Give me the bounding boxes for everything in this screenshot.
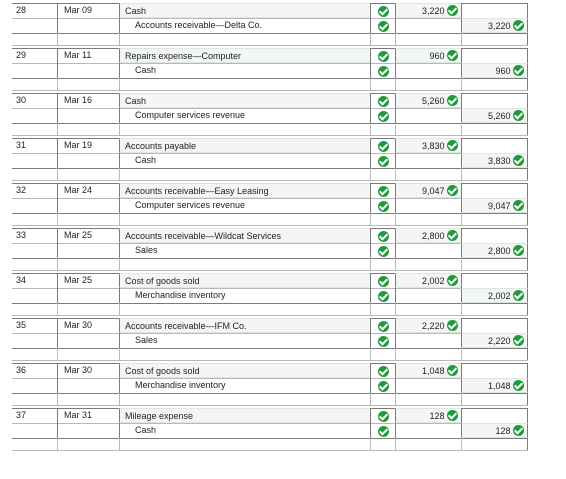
blank-account-field[interactable] (119, 303, 370, 315)
blank-cell (57, 303, 119, 315)
debit-amount: 128 (429, 411, 445, 421)
entry-date-empty (57, 378, 119, 393)
debit-account-field[interactable]: Cost of goods sold (119, 363, 370, 378)
check-circle-icon (378, 141, 389, 152)
entry-date-empty (57, 198, 119, 213)
check-circle-icon (513, 380, 524, 391)
credit-account-field[interactable]: Cash (119, 153, 370, 168)
blank-account-field[interactable] (119, 258, 370, 270)
debit-account-field[interactable]: Repairs expense—Computer (119, 48, 370, 63)
credit-line (0, 288, 566, 303)
blank-cell (370, 258, 395, 270)
blank-cell (57, 213, 119, 225)
blank-account-field[interactable] (119, 348, 370, 360)
blank-debit-field[interactable] (395, 438, 461, 450)
blank-cell (57, 348, 119, 360)
journal-entry (0, 180, 566, 225)
check-circle-icon (447, 5, 458, 16)
debit-amount-field[interactable] (395, 318, 461, 333)
debit-line (0, 273, 566, 288)
journal-entry (0, 135, 566, 180)
debit-amount-empty[interactable] (395, 333, 461, 348)
check-circle-icon (378, 321, 389, 332)
blank-line (0, 438, 566, 450)
credit-amount-empty[interactable] (461, 318, 528, 333)
credit-account-field[interactable]: Merchandise inventory (119, 378, 370, 393)
blank-cell (12, 78, 57, 90)
debit-account-status (370, 138, 395, 153)
credit-amount: 2,800 (487, 246, 511, 256)
debit-account-field[interactable]: Cash (119, 93, 370, 108)
check-circle-icon (513, 245, 524, 256)
entry-number-empty (12, 153, 57, 168)
entry-number: 37 (16, 410, 27, 420)
credit-line (0, 423, 566, 438)
blank-cell (12, 438, 57, 450)
blank-credit-field[interactable] (461, 78, 528, 90)
blank-account-field[interactable] (119, 393, 370, 405)
entry-date-empty (57, 333, 119, 348)
debit-account-status (370, 93, 395, 108)
debit-account-field[interactable]: Accounts receivable—Wildcat Services (119, 228, 370, 243)
blank-line (0, 213, 566, 225)
blank-cell (12, 303, 57, 315)
check-circle-icon (447, 50, 458, 61)
entry-number: 36 (16, 365, 27, 375)
credit-account-status (370, 108, 395, 123)
blank-line (0, 33, 566, 45)
debit-amount-field[interactable] (395, 138, 461, 153)
entry-number-empty (12, 288, 57, 303)
credit-amount-field[interactable] (461, 333, 528, 348)
debit-account-field[interactable]: Accounts receivable—IFM Co. (119, 318, 370, 333)
blank-cell (12, 33, 57, 45)
credit-amount: 3,220 (487, 21, 511, 31)
debit-amount: 5,260 (421, 96, 445, 106)
debit-amount-field[interactable] (395, 93, 461, 108)
debit-account-status (370, 228, 395, 243)
journal-entry (0, 45, 566, 90)
entry-date-empty (57, 423, 119, 438)
entry-number-empty (12, 378, 57, 393)
debit-account-field[interactable]: Accounts payable (119, 138, 370, 153)
journal-entry (0, 360, 566, 405)
debit-amount-empty[interactable] (395, 423, 461, 438)
credit-amount-field[interactable] (461, 18, 528, 33)
credit-amount-empty[interactable] (461, 228, 528, 243)
blank-line (0, 168, 566, 180)
entry-date: Mar 25 (57, 228, 119, 243)
debit-account-field[interactable]: Cash (119, 3, 370, 18)
check-circle-icon (378, 21, 389, 32)
entry-number: 29 (16, 50, 27, 60)
check-circle-icon (378, 336, 389, 347)
check-circle-icon (447, 320, 458, 331)
blank-cell (370, 438, 395, 450)
check-circle-icon (378, 156, 389, 167)
entry-date: Mar 31 (57, 408, 119, 423)
entry-number: 31 (16, 140, 27, 150)
credit-amount: 960 (495, 66, 511, 76)
row-divider (12, 450, 528, 451)
check-circle-icon (378, 51, 389, 62)
entry-number-empty (12, 333, 57, 348)
entry-number: 30 (16, 95, 27, 105)
credit-account-status (370, 198, 395, 213)
debit-line (0, 363, 566, 378)
check-circle-icon (513, 335, 524, 346)
debit-amount-empty[interactable] (395, 63, 461, 78)
credit-account-status (370, 63, 395, 78)
debit-amount-field[interactable] (395, 363, 461, 378)
blank-debit-field[interactable] (395, 78, 461, 90)
debit-amount-empty[interactable] (395, 18, 461, 33)
blank-account-field[interactable] (119, 33, 370, 45)
check-circle-icon (378, 426, 389, 437)
credit-account-status (370, 378, 395, 393)
credit-line (0, 63, 566, 78)
credit-amount: 3,830 (487, 156, 511, 166)
blank-debit-field[interactable] (395, 168, 461, 180)
blank-cell (12, 168, 57, 180)
debit-amount: 2,220 (421, 321, 445, 331)
debit-account-field[interactable]: Mileage expense (119, 408, 370, 423)
credit-amount-empty[interactable] (461, 138, 528, 153)
debit-account-status (370, 408, 395, 423)
debit-amount: 960 (429, 51, 445, 61)
blank-line (0, 78, 566, 90)
check-circle-icon (513, 200, 524, 211)
blank-credit-field[interactable] (461, 303, 528, 315)
credit-account-field[interactable]: Accounts receivable—Delta Co. (119, 18, 370, 33)
debit-amount: 2,800 (421, 231, 445, 241)
debit-account-status (370, 183, 395, 198)
credit-line (0, 153, 566, 168)
debit-amount-empty[interactable] (395, 108, 461, 123)
blank-credit-field[interactable] (461, 438, 528, 450)
debit-line (0, 408, 566, 423)
blank-cell (370, 303, 395, 315)
blank-cell (12, 258, 57, 270)
check-circle-icon (378, 186, 389, 197)
blank-cell (12, 213, 57, 225)
debit-account-status (370, 318, 395, 333)
entry-number-empty (12, 423, 57, 438)
debit-line (0, 228, 566, 243)
debit-amount: 1,048 (421, 366, 445, 376)
blank-cell (12, 348, 57, 360)
blank-cell (370, 213, 395, 225)
blank-credit-field[interactable] (461, 123, 528, 135)
check-circle-icon (378, 231, 389, 242)
credit-amount-field[interactable] (461, 378, 528, 393)
blank-credit-field[interactable] (461, 168, 528, 180)
entry-date-empty (57, 243, 119, 258)
credit-amount-field[interactable] (461, 243, 528, 258)
credit-account-status (370, 153, 395, 168)
credit-account-field[interactable]: Cash (119, 423, 370, 438)
entry-number: 35 (16, 320, 27, 330)
credit-account-field[interactable]: Sales (119, 243, 370, 258)
blank-credit-field[interactable] (461, 213, 528, 225)
credit-line (0, 18, 566, 33)
credit-amount: 1,048 (487, 381, 511, 391)
debit-amount-empty[interactable] (395, 198, 461, 213)
credit-account-status (370, 288, 395, 303)
credit-line (0, 333, 566, 348)
blank-line (0, 303, 566, 315)
check-circle-icon (447, 275, 458, 286)
credit-line (0, 108, 566, 123)
blank-debit-field[interactable] (395, 348, 461, 360)
credit-amount-empty[interactable] (461, 183, 528, 198)
credit-account-status (370, 423, 395, 438)
credit-account-field[interactable]: Computer services revenue (119, 108, 370, 123)
debit-amount-field[interactable] (395, 183, 461, 198)
entry-number: 34 (16, 275, 27, 285)
blank-credit-field[interactable] (461, 393, 528, 405)
check-circle-icon (513, 425, 524, 436)
check-circle-icon (378, 291, 389, 302)
blank-cell (57, 438, 119, 450)
blank-debit-field[interactable] (395, 393, 461, 405)
entry-date: Mar 09 (57, 3, 119, 18)
blank-credit-field[interactable] (461, 33, 528, 45)
credit-amount: 9,047 (487, 201, 511, 211)
debit-amount-empty[interactable] (395, 378, 461, 393)
debit-account-status (370, 363, 395, 378)
blank-cell (12, 393, 57, 405)
entry-number-empty (12, 243, 57, 258)
check-circle-icon (378, 276, 389, 287)
check-circle-icon (378, 96, 389, 107)
credit-amount: 2,220 (487, 336, 511, 346)
entry-date-empty (57, 18, 119, 33)
credit-line (0, 243, 566, 258)
entry-date-empty (57, 63, 119, 78)
debit-account-status (370, 48, 395, 63)
entry-number-empty (12, 63, 57, 78)
credit-account-status (370, 333, 395, 348)
credit-account-field[interactable]: Cash (119, 63, 370, 78)
blank-cell (57, 393, 119, 405)
debit-account-status (370, 273, 395, 288)
entry-date: Mar 30 (57, 363, 119, 378)
check-circle-icon (447, 185, 458, 196)
blank-line (0, 348, 566, 360)
credit-amount-empty[interactable] (461, 48, 528, 63)
blank-line (0, 393, 566, 405)
check-circle-icon (513, 290, 524, 301)
credit-amount-field[interactable] (461, 288, 528, 303)
blank-account-field[interactable] (119, 438, 370, 450)
check-circle-icon (447, 410, 458, 421)
debit-amount: 9,047 (421, 186, 445, 196)
check-circle-icon (378, 66, 389, 77)
entry-date: Mar 19 (57, 138, 119, 153)
blank-cell (57, 33, 119, 45)
debit-amount-empty[interactable] (395, 288, 461, 303)
blank-cell (370, 33, 395, 45)
debit-amount: 2,002 (421, 276, 445, 286)
credit-amount-field[interactable] (461, 153, 528, 168)
journal-entry (0, 225, 566, 270)
entry-date-empty (57, 108, 119, 123)
blank-cell (370, 78, 395, 90)
credit-account-status (370, 18, 395, 33)
credit-amount-empty[interactable] (461, 408, 528, 423)
debit-account-field[interactable]: Cost of goods sold (119, 273, 370, 288)
journal-entry (0, 90, 566, 135)
journal-entry (0, 405, 566, 450)
check-circle-icon (378, 366, 389, 377)
debit-amount-field[interactable] (395, 228, 461, 243)
check-circle-icon (378, 381, 389, 392)
debit-account-field[interactable]: Accounts receivable—Easy Leasing (119, 183, 370, 198)
blank-cell (370, 123, 395, 135)
blank-credit-field[interactable] (461, 258, 528, 270)
debit-line (0, 138, 566, 153)
check-circle-icon (513, 20, 524, 31)
entry-date: Mar 24 (57, 183, 119, 198)
debit-amount-empty[interactable] (395, 243, 461, 258)
credit-line (0, 378, 566, 393)
entry-date: Mar 30 (57, 318, 119, 333)
check-circle-icon (447, 95, 458, 106)
credit-amount-empty[interactable] (461, 273, 528, 288)
blank-line (0, 258, 566, 270)
check-circle-icon (378, 6, 389, 17)
credit-account-field[interactable]: Merchandise inventory (119, 288, 370, 303)
journal-entry (0, 315, 566, 360)
debit-account-status (370, 3, 395, 18)
entry-number: 32 (16, 185, 27, 195)
entry-date: Mar 11 (57, 48, 119, 63)
credit-amount-empty[interactable] (461, 93, 528, 108)
blank-debit-field[interactable] (395, 258, 461, 270)
blank-account-field[interactable] (119, 213, 370, 225)
debit-amount: 3,830 (421, 141, 445, 151)
credit-amount-field[interactable] (461, 198, 528, 213)
entry-date-empty (57, 153, 119, 168)
check-circle-icon (513, 110, 524, 121)
blank-debit-field[interactable] (395, 123, 461, 135)
credit-amount-field[interactable] (461, 423, 528, 438)
blank-cell (57, 78, 119, 90)
blank-debit-field[interactable] (395, 303, 461, 315)
blank-cell (370, 168, 395, 180)
check-circle-icon (378, 246, 389, 257)
credit-amount-empty[interactable] (461, 363, 528, 378)
credit-amount-field[interactable] (461, 108, 528, 123)
debit-amount: 3,220 (421, 6, 445, 16)
check-circle-icon (513, 65, 524, 76)
credit-line (0, 198, 566, 213)
entry-date: Mar 25 (57, 273, 119, 288)
blank-debit-field[interactable] (395, 33, 461, 45)
entry-number: 28 (16, 5, 27, 15)
blank-cell (370, 348, 395, 360)
blank-account-field[interactable] (119, 78, 370, 90)
credit-amount: 128 (495, 426, 511, 436)
debit-line (0, 318, 566, 333)
credit-account-field[interactable]: Sales (119, 333, 370, 348)
debit-line (0, 93, 566, 108)
blank-line (0, 123, 566, 135)
debit-line (0, 48, 566, 63)
blank-debit-field[interactable] (395, 213, 461, 225)
check-circle-icon (447, 140, 458, 151)
blank-cell (12, 123, 57, 135)
blank-cell (57, 168, 119, 180)
entry-number-empty (12, 108, 57, 123)
entry-number: 33 (16, 230, 27, 240)
blank-cell (57, 258, 119, 270)
credit-amount: 2,002 (487, 291, 511, 301)
check-circle-icon (447, 230, 458, 241)
journal-entry (0, 0, 566, 45)
debit-amount-field[interactable] (395, 48, 461, 63)
debit-amount-field[interactable] (395, 3, 461, 18)
entry-number-empty (12, 18, 57, 33)
entry-date-empty (57, 288, 119, 303)
credit-amount-empty[interactable] (461, 3, 528, 18)
debit-line (0, 3, 566, 18)
journal-entry (0, 270, 566, 315)
check-circle-icon (447, 365, 458, 376)
entry-number-empty (12, 198, 57, 213)
check-circle-icon (378, 111, 389, 122)
debit-line (0, 183, 566, 198)
blank-account-field[interactable] (119, 123, 370, 135)
check-circle-icon (378, 201, 389, 212)
blank-cell (370, 393, 395, 405)
entry-date: Mar 16 (57, 93, 119, 108)
debit-amount-field[interactable] (395, 408, 461, 423)
credit-account-status (370, 243, 395, 258)
blank-credit-field[interactable] (461, 348, 528, 360)
credit-amount: 5,260 (487, 111, 511, 121)
check-circle-icon (513, 155, 524, 166)
credit-amount-field[interactable] (461, 63, 528, 78)
credit-account-field[interactable]: Computer services revenue (119, 198, 370, 213)
blank-cell (57, 123, 119, 135)
debit-amount-field[interactable] (395, 273, 461, 288)
debit-amount-empty[interactable] (395, 153, 461, 168)
check-circle-icon (378, 411, 389, 422)
blank-account-field[interactable] (119, 168, 370, 180)
